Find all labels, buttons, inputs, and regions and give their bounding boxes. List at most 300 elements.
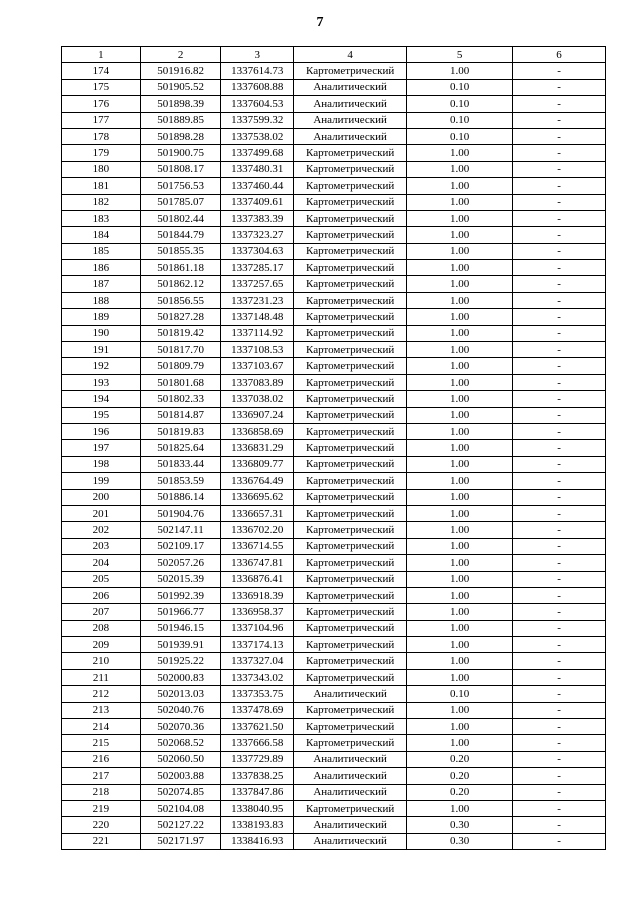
note-cell: - [513,833,606,849]
table-row [62,161,606,177]
x-coordinate-cell: 501900.75 [140,145,221,161]
point-number-cell: 199 [62,473,141,489]
precision-cell: 1.00 [407,194,513,210]
coordinates-table [61,46,606,850]
point-number-cell: 183 [62,210,141,226]
table-row [62,800,606,816]
method-cell: Картометрический [294,243,407,259]
x-coordinate-cell: 502147.11 [140,522,221,538]
x-coordinate-cell: 501939.91 [140,637,221,653]
table-row [62,653,606,669]
method-cell: Аналитический [294,833,407,849]
x-coordinate-cell: 501905.52 [140,79,221,95]
column-header: 4 [294,47,407,63]
note-cell: - [513,391,606,407]
table-row [62,374,606,390]
x-coordinate-cell: 501833.44 [140,456,221,472]
table-row [62,391,606,407]
x-coordinate-cell: 501898.28 [140,128,221,144]
table-row [62,669,606,685]
x-coordinate-cell: 502074.85 [140,784,221,800]
point-number-cell: 190 [62,325,141,341]
precision-cell: 1.00 [407,309,513,325]
note-cell: - [513,194,606,210]
y-coordinate-cell: 1337327.04 [221,653,294,669]
x-coordinate-cell: 501817.70 [140,342,221,358]
y-coordinate-cell: 1337666.58 [221,735,294,751]
y-coordinate-cell: 1337729.89 [221,751,294,767]
method-cell: Картометрический [294,391,407,407]
y-coordinate-cell: 1337499.68 [221,145,294,161]
point-number-cell: 178 [62,128,141,144]
method-cell: Картометрический [294,604,407,620]
y-coordinate-cell: 1337257.65 [221,276,294,292]
note-cell: - [513,522,606,538]
x-coordinate-cell: 501819.42 [140,325,221,341]
table-row [62,604,606,620]
point-number-cell: 180 [62,161,141,177]
x-coordinate-cell: 502013.03 [140,686,221,702]
x-coordinate-cell: 501844.79 [140,227,221,243]
point-number-cell: 174 [62,63,141,79]
table-row [62,456,606,472]
y-coordinate-cell: 1337460.44 [221,178,294,194]
note-cell: - [513,358,606,374]
x-coordinate-cell: 501862.12 [140,276,221,292]
column-header: 5 [407,47,513,63]
y-coordinate-cell: 1336714.55 [221,538,294,554]
y-coordinate-cell: 1336702.20 [221,522,294,538]
point-number-cell: 200 [62,489,141,505]
precision-cell: 1.00 [407,260,513,276]
point-number-cell: 197 [62,440,141,456]
y-coordinate-cell: 1337604.53 [221,96,294,112]
x-coordinate-cell: 501802.33 [140,391,221,407]
y-coordinate-cell: 1337083.89 [221,374,294,390]
point-number-cell: 207 [62,604,141,620]
y-coordinate-cell: 1336657.31 [221,505,294,521]
note-cell: - [513,702,606,718]
column-header: 1 [62,47,141,63]
point-number-cell: 185 [62,243,141,259]
method-cell: Картометрический [294,358,407,374]
note-cell: - [513,505,606,521]
x-coordinate-cell: 501819.83 [140,423,221,439]
precision-cell: 1.00 [407,604,513,620]
precision-cell: 1.00 [407,555,513,571]
method-cell: Картометрический [294,587,407,603]
y-coordinate-cell: 1336918.39 [221,587,294,603]
y-coordinate-cell: 1337478.69 [221,702,294,718]
note-cell: - [513,440,606,456]
precision-cell: 1.00 [407,800,513,816]
method-cell: Картометрический [294,210,407,226]
y-coordinate-cell: 1337323.27 [221,227,294,243]
method-cell: Картометрический [294,620,407,636]
point-number-cell: 221 [62,833,141,849]
precision-cell: 1.00 [407,571,513,587]
table-row [62,145,606,161]
method-cell: Картометрический [294,456,407,472]
x-coordinate-cell: 501785.07 [140,194,221,210]
method-cell: Картометрический [294,473,407,489]
y-coordinate-cell: 1336831.29 [221,440,294,456]
precision-cell: 0.30 [407,817,513,833]
y-coordinate-cell: 1336907.24 [221,407,294,423]
method-cell: Картометрический [294,489,407,505]
y-coordinate-cell: 1336695.62 [221,489,294,505]
precision-cell: 1.00 [407,145,513,161]
table-row [62,276,606,292]
table-row [62,637,606,653]
method-cell: Картометрический [294,571,407,587]
x-coordinate-cell: 501802.44 [140,210,221,226]
table-body [62,63,606,850]
precision-cell: 1.00 [407,440,513,456]
point-number-cell: 218 [62,784,141,800]
precision-cell: 1.00 [407,423,513,439]
method-cell: Аналитический [294,817,407,833]
precision-cell: 0.10 [407,686,513,702]
y-coordinate-cell: 1337838.25 [221,768,294,784]
note-cell: - [513,96,606,112]
y-coordinate-cell: 1338040.95 [221,800,294,816]
method-cell: Картометрический [294,669,407,685]
x-coordinate-cell: 501853.59 [140,473,221,489]
method-cell: Картометрический [294,555,407,571]
x-coordinate-cell: 501925.22 [140,653,221,669]
point-number-cell: 189 [62,309,141,325]
note-cell: - [513,243,606,259]
note-cell: - [513,538,606,554]
precision-cell: 1.00 [407,63,513,79]
point-number-cell: 192 [62,358,141,374]
precision-cell: 1.00 [407,407,513,423]
x-coordinate-cell: 502057.26 [140,555,221,571]
point-number-cell: 194 [62,391,141,407]
precision-cell: 1.00 [407,669,513,685]
point-number-cell: 201 [62,505,141,521]
y-coordinate-cell: 1337614.73 [221,63,294,79]
note-cell: - [513,735,606,751]
method-cell: Картометрический [294,538,407,554]
note-cell: - [513,571,606,587]
method-cell: Аналитический [294,751,407,767]
precision-cell: 1.00 [407,374,513,390]
x-coordinate-cell: 501898.39 [140,96,221,112]
note-cell: - [513,128,606,144]
point-number-cell: 202 [62,522,141,538]
point-number-cell: 203 [62,538,141,554]
point-number-cell: 209 [62,637,141,653]
point-number-cell: 187 [62,276,141,292]
method-cell: Картометрический [294,194,407,210]
y-coordinate-cell: 1337148.48 [221,309,294,325]
precision-cell: 0.30 [407,833,513,849]
point-number-cell: 213 [62,702,141,718]
precision-cell: 1.00 [407,473,513,489]
table-header-row [62,47,606,63]
precision-cell: 0.20 [407,751,513,767]
method-cell: Аналитический [294,768,407,784]
table-row [62,587,606,603]
precision-cell: 1.00 [407,587,513,603]
precision-cell: 0.10 [407,112,513,128]
method-cell: Аналитический [294,79,407,95]
precision-cell: 1.00 [407,227,513,243]
y-coordinate-cell: 1337409.61 [221,194,294,210]
point-number-cell: 196 [62,423,141,439]
point-number-cell: 198 [62,456,141,472]
note-cell: - [513,407,606,423]
y-coordinate-cell: 1337538.02 [221,128,294,144]
x-coordinate-cell: 501756.53 [140,178,221,194]
point-number-cell: 211 [62,669,141,685]
note-cell: - [513,292,606,308]
x-coordinate-cell: 501827.28 [140,309,221,325]
note-cell: - [513,260,606,276]
precision-cell: 0.20 [407,768,513,784]
note-cell: - [513,587,606,603]
table-row [62,686,606,702]
table-row [62,751,606,767]
method-cell: Картометрический [294,161,407,177]
point-number-cell: 216 [62,751,141,767]
x-coordinate-cell: 501801.68 [140,374,221,390]
note-cell: - [513,473,606,489]
x-coordinate-cell: 501814.87 [140,407,221,423]
note-cell: - [513,719,606,735]
y-coordinate-cell: 1337621.50 [221,719,294,735]
y-coordinate-cell: 1337174.13 [221,637,294,653]
y-coordinate-cell: 1337104.96 [221,620,294,636]
table-row [62,473,606,489]
point-number-cell: 217 [62,768,141,784]
precision-cell: 1.00 [407,735,513,751]
precision-cell: 1.00 [407,653,513,669]
precision-cell: 0.10 [407,79,513,95]
precision-cell: 1.00 [407,719,513,735]
method-cell: Картометрический [294,522,407,538]
method-cell: Картометрический [294,702,407,718]
precision-cell: 1.00 [407,342,513,358]
y-coordinate-cell: 1337231.23 [221,292,294,308]
method-cell: Аналитический [294,112,407,128]
y-coordinate-cell: 1337608.88 [221,79,294,95]
method-cell: Картометрический [294,719,407,735]
column-header: 2 [140,47,221,63]
method-cell: Картометрический [294,407,407,423]
point-number-cell: 182 [62,194,141,210]
note-cell: - [513,276,606,292]
note-cell: - [513,784,606,800]
table-row [62,440,606,456]
x-coordinate-cell: 502068.52 [140,735,221,751]
method-cell: Картометрический [294,276,407,292]
note-cell: - [513,800,606,816]
precision-cell: 1.00 [407,505,513,521]
x-coordinate-cell: 502003.88 [140,768,221,784]
point-number-cell: 220 [62,817,141,833]
table-row [62,358,606,374]
table-row [62,63,606,79]
precision-cell: 1.00 [407,161,513,177]
method-cell: Картометрический [294,227,407,243]
precision-cell: 1.00 [407,325,513,341]
point-number-cell: 179 [62,145,141,161]
table-row [62,538,606,554]
y-coordinate-cell: 1337847.86 [221,784,294,800]
method-cell: Картометрический [294,637,407,653]
x-coordinate-cell: 502127.22 [140,817,221,833]
y-coordinate-cell: 1337304.63 [221,243,294,259]
table-row [62,292,606,308]
method-cell: Картометрический [294,440,407,456]
method-cell: Картометрический [294,374,407,390]
note-cell: - [513,653,606,669]
method-cell: Картометрический [294,735,407,751]
precision-cell: 1.00 [407,391,513,407]
note-cell: - [513,751,606,767]
table-row [62,784,606,800]
precision-cell: 1.00 [407,210,513,226]
point-number-cell: 205 [62,571,141,587]
y-coordinate-cell: 1338416.93 [221,833,294,849]
table-row [62,407,606,423]
y-coordinate-cell: 1336876.41 [221,571,294,587]
y-coordinate-cell: 1337343.02 [221,669,294,685]
x-coordinate-cell: 501992.39 [140,587,221,603]
point-number-cell: 212 [62,686,141,702]
x-coordinate-cell: 501855.35 [140,243,221,259]
method-cell: Картометрический [294,178,407,194]
y-coordinate-cell: 1337480.31 [221,161,294,177]
note-cell: - [513,604,606,620]
precision-cell: 0.10 [407,96,513,112]
note-cell: - [513,63,606,79]
method-cell: Аналитический [294,784,407,800]
table-row [62,194,606,210]
precision-cell: 1.00 [407,243,513,259]
point-number-cell: 204 [62,555,141,571]
x-coordinate-cell: 501861.18 [140,260,221,276]
method-cell: Аналитический [294,686,407,702]
point-number-cell: 193 [62,374,141,390]
point-number-cell: 215 [62,735,141,751]
note-cell: - [513,178,606,194]
y-coordinate-cell: 1337599.32 [221,112,294,128]
table-row [62,833,606,849]
y-coordinate-cell: 1337353.75 [221,686,294,702]
y-coordinate-cell: 1337108.53 [221,342,294,358]
table-row [62,96,606,112]
note-cell: - [513,374,606,390]
table-row [62,243,606,259]
point-number-cell: 206 [62,587,141,603]
table-row [62,260,606,276]
method-cell: Аналитический [294,96,407,112]
table-row [62,112,606,128]
y-coordinate-cell: 1337285.17 [221,260,294,276]
note-cell: - [513,325,606,341]
precision-cell: 0.20 [407,784,513,800]
precision-cell: 1.00 [407,637,513,653]
note-cell: - [513,210,606,226]
table-row [62,522,606,538]
note-cell: - [513,669,606,685]
table-row [62,128,606,144]
x-coordinate-cell: 501889.85 [140,112,221,128]
method-cell: Картометрический [294,309,407,325]
point-number-cell: 210 [62,653,141,669]
precision-cell: 1.00 [407,456,513,472]
note-cell: - [513,817,606,833]
point-number-cell: 191 [62,342,141,358]
precision-cell: 1.00 [407,178,513,194]
table-row [62,719,606,735]
x-coordinate-cell: 502060.50 [140,751,221,767]
point-number-cell: 195 [62,407,141,423]
note-cell: - [513,79,606,95]
table-row [62,489,606,505]
precision-cell: 1.00 [407,620,513,636]
note-cell: - [513,768,606,784]
x-coordinate-cell: 501856.55 [140,292,221,308]
method-cell: Картометрический [294,653,407,669]
note-cell: - [513,637,606,653]
y-coordinate-cell: 1338193.83 [221,817,294,833]
note-cell: - [513,227,606,243]
method-cell: Картометрический [294,145,407,161]
y-coordinate-cell: 1336858.69 [221,423,294,439]
column-header: 6 [513,47,606,63]
method-cell: Картометрический [294,505,407,521]
note-cell: - [513,423,606,439]
table-row [62,620,606,636]
note-cell: - [513,145,606,161]
column-header: 3 [221,47,294,63]
x-coordinate-cell: 501809.79 [140,358,221,374]
x-coordinate-cell: 501916.82 [140,63,221,79]
point-number-cell: 176 [62,96,141,112]
point-number-cell: 181 [62,178,141,194]
method-cell: Картометрический [294,260,407,276]
point-number-cell: 188 [62,292,141,308]
method-cell: Картометрический [294,800,407,816]
method-cell: Картометрический [294,423,407,439]
point-number-cell: 175 [62,79,141,95]
note-cell: - [513,489,606,505]
method-cell: Картометрический [294,342,407,358]
table-row [62,325,606,341]
point-number-cell: 214 [62,719,141,735]
precision-cell: 1.00 [407,489,513,505]
method-cell: Картометрический [294,292,407,308]
x-coordinate-cell: 501904.76 [140,505,221,521]
x-coordinate-cell: 502109.17 [140,538,221,554]
table-row [62,178,606,194]
y-coordinate-cell: 1336747.81 [221,555,294,571]
x-coordinate-cell: 501825.64 [140,440,221,456]
point-number-cell: 184 [62,227,141,243]
x-coordinate-cell: 501946.15 [140,620,221,636]
note-cell: - [513,456,606,472]
y-coordinate-cell: 1337038.02 [221,391,294,407]
x-coordinate-cell: 502070.36 [140,719,221,735]
y-coordinate-cell: 1337114.92 [221,325,294,341]
note-cell: - [513,620,606,636]
table-row [62,702,606,718]
